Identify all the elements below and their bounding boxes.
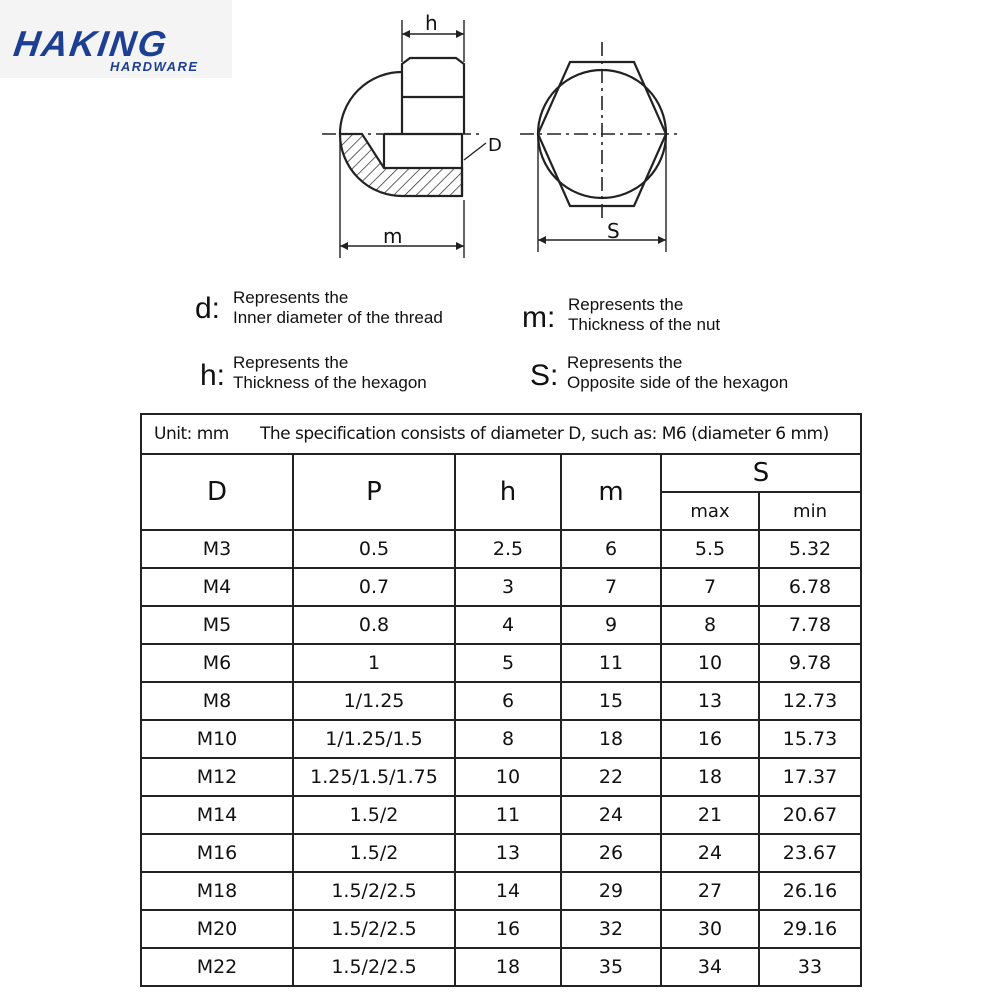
table-caption bbox=[141, 414, 861, 454]
cell-p: 1/1.25 bbox=[293, 682, 455, 720]
spec-note: The specification consists of diameter D, such as: M6 (diameter 6 mm) bbox=[260, 424, 829, 444]
cell-d: M10 bbox=[141, 720, 293, 758]
unit-label: Unit: mm bbox=[154, 424, 229, 444]
cell-p: 1.5/2 bbox=[293, 796, 455, 834]
cell-s-max: 13 bbox=[661, 682, 759, 720]
logo-subtitle: HARDWARE bbox=[110, 59, 199, 74]
header-m: m bbox=[561, 454, 661, 530]
cell-h: 3 bbox=[455, 568, 561, 606]
legend-line1: Represents the bbox=[568, 295, 684, 314]
table-row bbox=[141, 568, 861, 606]
label-s: S bbox=[607, 219, 620, 243]
cell-s-min: 29.16 bbox=[759, 910, 861, 948]
legend-line2: Inner diameter of the thread bbox=[233, 308, 443, 327]
label-d: D bbox=[488, 135, 502, 156]
cell-s-min: 17.37 bbox=[759, 758, 861, 796]
cell-s-min: 26.16 bbox=[759, 872, 861, 910]
cell-m: 24 bbox=[561, 796, 661, 834]
side-view bbox=[322, 20, 486, 258]
cell-h: 11 bbox=[455, 796, 561, 834]
cell-m: 7 bbox=[561, 568, 661, 606]
table-row bbox=[141, 796, 861, 834]
legend-symbol: S: bbox=[530, 359, 559, 392]
cell-m: 22 bbox=[561, 758, 661, 796]
header-s-min: min bbox=[759, 492, 861, 530]
table-row bbox=[141, 682, 861, 720]
cell-s-min: 15.73 bbox=[759, 720, 861, 758]
cell-p: 0.7 bbox=[293, 568, 455, 606]
cell-p: 1.5/2/2.5 bbox=[293, 948, 455, 986]
section-hatch bbox=[340, 134, 462, 196]
cell-p: 1.5/2 bbox=[293, 834, 455, 872]
cell-h: 14 bbox=[455, 872, 561, 910]
legend-line1: Represents the bbox=[567, 353, 683, 372]
table-row bbox=[141, 834, 861, 872]
top-view bbox=[520, 42, 680, 252]
cell-d: M22 bbox=[141, 948, 293, 986]
spec-table bbox=[140, 413, 862, 987]
table-row bbox=[141, 910, 861, 948]
legend-line1: Represents the bbox=[233, 353, 349, 372]
cap-nut-drawing bbox=[0, 0, 1000, 300]
table-row bbox=[141, 720, 861, 758]
cell-h: 6 bbox=[455, 682, 561, 720]
cell-m: 35 bbox=[561, 948, 661, 986]
cell-m: 11 bbox=[561, 644, 661, 682]
cell-p: 1.5/2/2.5 bbox=[293, 872, 455, 910]
cell-s-max: 34 bbox=[661, 948, 759, 986]
cell-d: M6 bbox=[141, 644, 293, 682]
cell-s-max: 30 bbox=[661, 910, 759, 948]
cell-s-min: 12.73 bbox=[759, 682, 861, 720]
cell-d: M5 bbox=[141, 606, 293, 644]
header-s-max: max bbox=[661, 492, 759, 530]
cell-s-max: 18 bbox=[661, 758, 759, 796]
label-h: h bbox=[425, 11, 438, 35]
cell-m: 9 bbox=[561, 606, 661, 644]
cell-m: 6 bbox=[561, 530, 661, 568]
cell-s-min: 5.32 bbox=[759, 530, 861, 568]
table-row bbox=[141, 530, 861, 568]
cell-h: 13 bbox=[455, 834, 561, 872]
cell-d: M3 bbox=[141, 530, 293, 568]
logo-wordmark: HAKING bbox=[11, 23, 171, 64]
cell-s-min: 7.78 bbox=[759, 606, 861, 644]
cell-p: 0.5 bbox=[293, 530, 455, 568]
cell-h: 5 bbox=[455, 644, 561, 682]
cell-s-min: 9.78 bbox=[759, 644, 861, 682]
cell-s-max: 21 bbox=[661, 796, 759, 834]
cell-d: M4 bbox=[141, 568, 293, 606]
cell-s-max: 16 bbox=[661, 720, 759, 758]
cell-p: 1/1.25/1.5 bbox=[293, 720, 455, 758]
table-row bbox=[141, 948, 861, 986]
cell-d: M12 bbox=[141, 758, 293, 796]
legend-line2: Thickness of the nut bbox=[568, 315, 721, 334]
header-h: h bbox=[455, 454, 561, 530]
cell-d: M8 bbox=[141, 682, 293, 720]
legend-line2: Opposite side of the hexagon bbox=[567, 373, 789, 392]
cell-s-max: 10 bbox=[661, 644, 759, 682]
spec-rows bbox=[141, 530, 861, 986]
cell-p: 1.5/2/2.5 bbox=[293, 910, 455, 948]
legend-line2: Thickness of the hexagon bbox=[233, 373, 427, 392]
label-m: m bbox=[383, 224, 403, 248]
cell-h: 2.5 bbox=[455, 530, 561, 568]
cell-p: 0.8 bbox=[293, 606, 455, 644]
cell-m: 26 bbox=[561, 834, 661, 872]
cell-s-min: 6.78 bbox=[759, 568, 861, 606]
cell-h: 18 bbox=[455, 948, 561, 986]
legend-symbol: m: bbox=[522, 301, 556, 334]
cell-s-min: 20.67 bbox=[759, 796, 861, 834]
cell-m: 15 bbox=[561, 682, 661, 720]
cell-d: M20 bbox=[141, 910, 293, 948]
legend-symbol: d: bbox=[195, 292, 221, 325]
table-row bbox=[141, 606, 861, 644]
cell-d: M14 bbox=[141, 796, 293, 834]
cell-m: 18 bbox=[561, 720, 661, 758]
cell-s-min: 23.67 bbox=[759, 834, 861, 872]
cell-s-max: 5.5 bbox=[661, 530, 759, 568]
legend-line1: Represents the bbox=[233, 288, 349, 307]
cell-m: 29 bbox=[561, 872, 661, 910]
cell-p: 1.25/1.5/1.75 bbox=[293, 758, 455, 796]
cell-d: M16 bbox=[141, 834, 293, 872]
header-p: P bbox=[293, 454, 455, 530]
cell-d: M18 bbox=[141, 872, 293, 910]
cell-m: 32 bbox=[561, 910, 661, 948]
cell-s-max: 7 bbox=[661, 568, 759, 606]
cell-s-max: 27 bbox=[661, 872, 759, 910]
table-row bbox=[141, 872, 861, 910]
cell-h: 16 bbox=[455, 910, 561, 948]
table-row bbox=[141, 644, 861, 682]
legend-symbol: h: bbox=[200, 359, 226, 392]
header-s: S bbox=[661, 454, 861, 492]
table-row bbox=[141, 758, 861, 796]
header-d: D bbox=[141, 454, 293, 530]
cell-h: 10 bbox=[455, 758, 561, 796]
cell-s-min: 33 bbox=[759, 948, 861, 986]
cell-p: 1 bbox=[293, 644, 455, 682]
cell-s-max: 24 bbox=[661, 834, 759, 872]
cell-s-max: 8 bbox=[661, 606, 759, 644]
cell-h: 8 bbox=[455, 720, 561, 758]
cell-h: 4 bbox=[455, 606, 561, 644]
